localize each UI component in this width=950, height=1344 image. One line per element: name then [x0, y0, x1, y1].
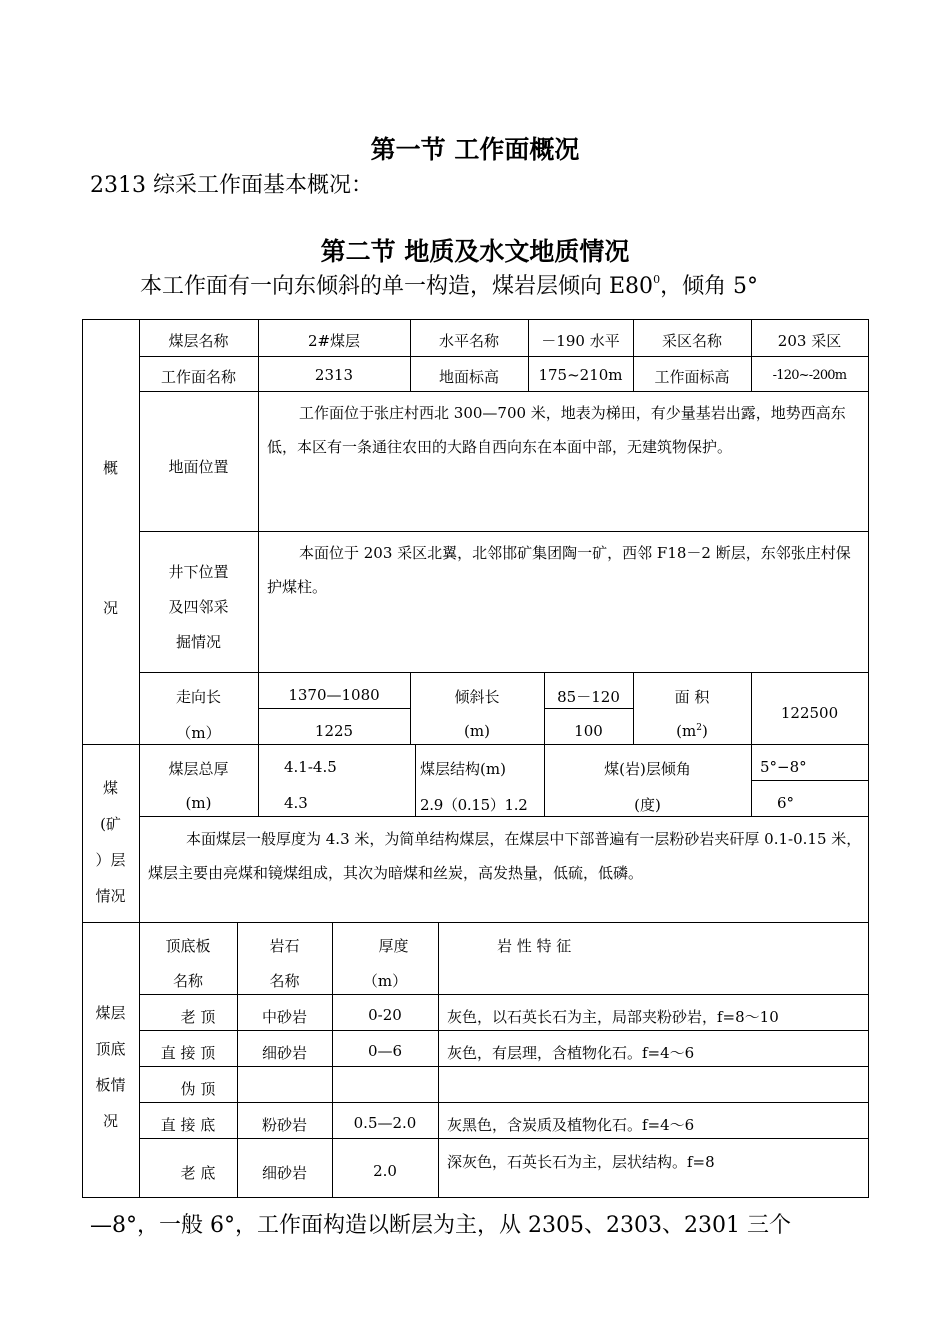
seam-structure-label: 煤层结构(m)	[420, 760, 506, 778]
dip-length-value: 100	[574, 722, 603, 740]
bottom-continuation-line: —8°，一般 6°，工作面构造以断层为主，从 2305、2303、2301 三个	[90, 1213, 791, 1238]
area-unit-superscript: 2	[696, 723, 702, 733]
table-row-rock: 中砂岩	[261, 1008, 307, 1026]
table-row-thickness: 0.5—2.0	[353, 1114, 417, 1132]
seam-side-label-3: ）层	[95, 851, 126, 869]
face-elevation-value: -120~-200m	[772, 368, 847, 383]
table-row-thickness: 2.0	[373, 1162, 397, 1180]
table-row-rock: 细砂岩	[261, 1044, 307, 1062]
table-row-feature: 灰色，有层理，含植物化石。f=4～6	[447, 1044, 695, 1062]
header-name-line-1: 顶底板	[165, 937, 211, 955]
table-row-name: 老 底	[180, 1164, 216, 1182]
table-row-name: 直 接 底	[160, 1116, 216, 1134]
surface-location-text: 工作面位于张庄村西北 300—700 米，地表为梯田，有少量基岩出露，地势西高东低，本区有一条通往农田的大路自西向东在本面中部，无建筑物保护。	[267, 404, 846, 456]
table-row-name: 直 接 顶	[160, 1044, 216, 1062]
roof-floor-side-2: 顶底	[95, 1040, 126, 1058]
roof-floor-side-1: 煤层	[95, 1004, 126, 1022]
intro-line: 2313 综采工作面基本概况：	[90, 173, 373, 198]
seam-name-label: 煤层名称	[168, 332, 229, 350]
roof-floor-side-3: 板情	[95, 1076, 126, 1094]
seam-thickness-range: 4.1-4.5	[284, 758, 337, 776]
district-name-value: 203 采区	[777, 332, 842, 350]
header-rock-line-1: 岩石	[269, 937, 300, 955]
table-row-feature: 灰黑色，含炭质及植物化石。f=4～6	[447, 1116, 695, 1134]
seam-dip-angle-label: 煤(岩)层倾角	[604, 760, 691, 778]
header-name-line-2: 名称	[172, 972, 203, 990]
dip-length-unit: (m)	[464, 722, 490, 740]
surface-location-label: 地面位置	[168, 458, 229, 476]
table-row-rock: 粉砂岩	[261, 1116, 307, 1134]
header-thickness-line-2: （m）	[362, 972, 408, 990]
table-row-feature: 深灰色，石英长石为主，层状结构。f=8	[447, 1153, 715, 1171]
seam-dip-angle-value: 6°	[777, 794, 795, 812]
roof-floor-side-label	[82, 995, 139, 1139]
body-line-superscript: 0	[653, 273, 661, 286]
dip-length-range: 85－120	[557, 688, 620, 706]
area-label: 面 积	[674, 688, 710, 706]
underground-label-line-2: 及四邻采	[168, 598, 229, 616]
area-unit	[633, 722, 751, 740]
strike-length-range: 1370—1080	[288, 686, 380, 704]
area-value: 122500	[780, 704, 839, 722]
underground-label-line-3: 掘情况	[175, 633, 221, 651]
face-elevation-label: 工作面标高	[654, 368, 730, 386]
overview-side-label-bottom: 况	[102, 599, 118, 617]
body-line-tail: ，倾角 5°	[660, 274, 759, 299]
underground-location-label	[139, 555, 258, 660]
table-row-name: 伪 顶	[180, 1080, 216, 1098]
dip-length-label: 倾斜长	[454, 688, 500, 706]
table-row-name: 老 顶	[180, 1008, 216, 1026]
strike-length-unit: （m）	[176, 724, 221, 742]
underground-location-text: 本面位于 203 采区北翼，北邻邯矿集团陶一矿，西邻 F18－2 断层，东邻张庄村保护煤柱。	[267, 544, 851, 596]
table-row-feature: 灰色，以石英长石为主，局部夹粉砂岩，f=8～10	[447, 1008, 779, 1026]
seam-thickness-value: 4.3	[284, 794, 308, 812]
seam-name-value: 2#煤层	[307, 332, 361, 350]
roof-floor-side-4: 况	[102, 1112, 118, 1130]
body-line	[140, 269, 758, 300]
header-feature: 岩 性 特 征	[497, 937, 572, 955]
seam-thickness-unit: (m)	[185, 794, 212, 812]
table-row-rock: 细砂岩	[261, 1164, 307, 1182]
seam-dip-angle-range: 5°−8°	[760, 758, 807, 776]
ground-elevation-value: 175~210m	[538, 366, 623, 384]
strike-length-value: 1225	[314, 722, 354, 740]
overview-side-label-top: 概	[102, 459, 118, 477]
face-name-label: 工作面名称	[160, 368, 236, 386]
district-name-label: 采区名称	[661, 332, 722, 350]
seam-side-label	[82, 770, 139, 914]
seam-dip-angle-unit: (度)	[634, 796, 661, 814]
header-thickness-line-1: 厚度	[378, 937, 409, 955]
level-name-label: 水平名称	[438, 332, 499, 350]
seam-side-label-1: 煤	[102, 779, 118, 797]
section-2-title: 第二节 地质及水文地质情况	[320, 237, 630, 266]
table-row-thickness: 0—6	[367, 1042, 403, 1060]
table-row-thickness: 0-20	[368, 1006, 402, 1024]
underground-label-line-1: 井下位置	[168, 563, 229, 581]
header-rock-line-2: 名称	[269, 972, 300, 990]
ground-elevation-label: 地面标高	[438, 368, 499, 386]
section-1-title: 第一节 工作面概况	[370, 135, 580, 164]
face-name-value: 2313	[314, 366, 354, 384]
seam-structure-value: 2.9（0.15）1.2	[420, 796, 528, 814]
seam-side-label-2: (矿	[100, 815, 121, 833]
body-line-main: 本工作面有一向东倾斜的单一构造，煤岩层倾向 E80	[140, 274, 654, 299]
seam-side-label-4: 情况	[95, 887, 126, 905]
area-unit-main: (m	[676, 722, 697, 740]
seam-description: 本面煤层一般厚度为 4.3 米，为简单结构煤层，在煤层中下部普遍有一层粉砂岩夹矸厚 0.1-0.15 米，煤层主要由亮煤和镜煤组成，其次为暗煤和丝炭，高发热量，低硫，低磷。	[148, 830, 862, 882]
strike-length-label: 走向长	[175, 688, 221, 706]
level-name-value: －190 水平	[541, 332, 620, 350]
area-unit-close: )	[701, 722, 708, 740]
seam-thickness-label: 煤层总厚	[168, 760, 229, 778]
